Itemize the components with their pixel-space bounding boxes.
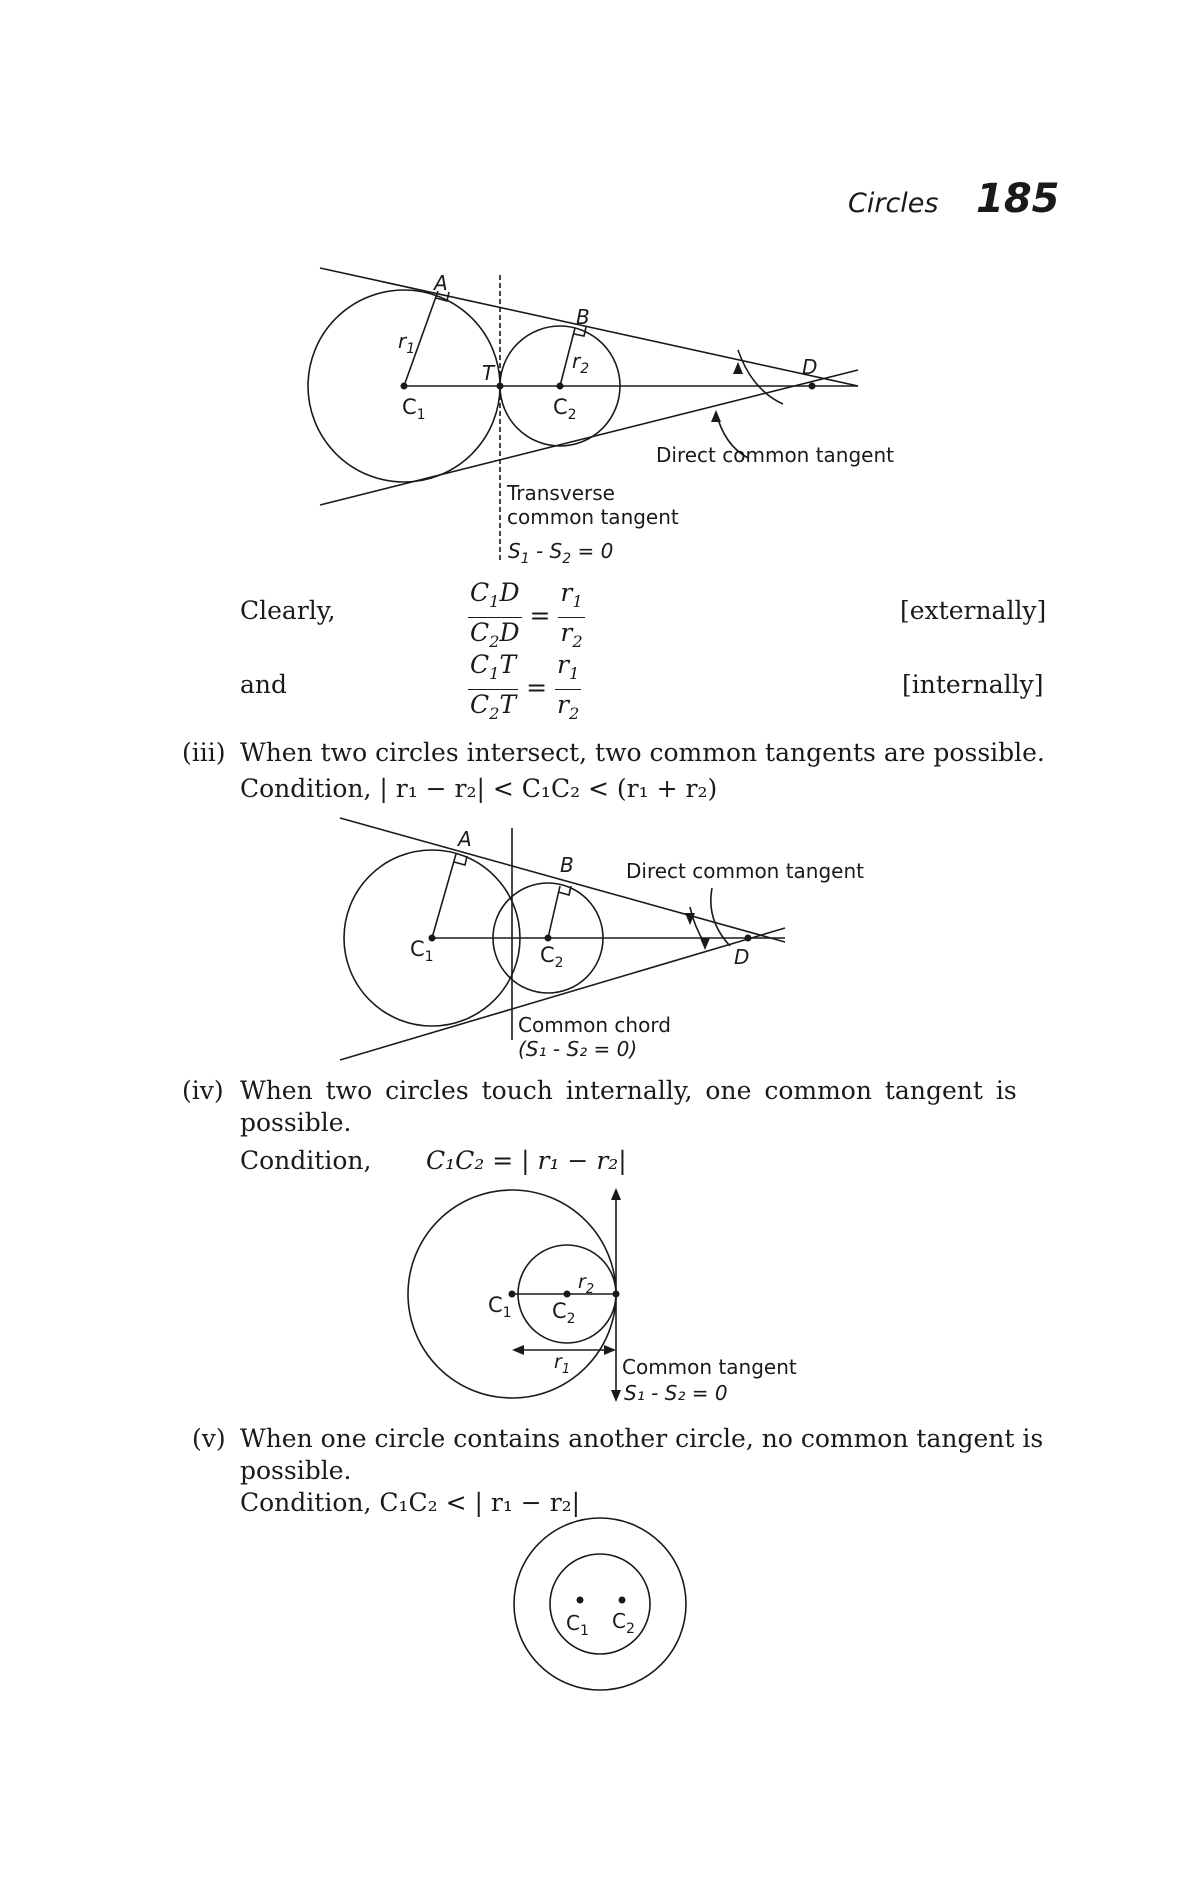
common-chord-equation: (S₁ - S₂ = 0) — [518, 1037, 638, 1061]
radius-c2 — [548, 886, 560, 938]
page-number: 185 — [976, 176, 1060, 222]
arrow-icon — [711, 410, 721, 422]
label-t: T — [482, 361, 495, 385]
item-iii-condition: Condition, | r₁ − r₂| < C₁C₂ < (r₁ + r₂) — [240, 774, 718, 803]
figure-internally-touching — [400, 1180, 820, 1410]
ratio-internally: $\frac{C_1T}{C_2T}$ = $\frac{r_1}{r_2}$ — [470, 650, 580, 723]
ratio-externally: $\frac{C_1D}{C_2D}$ = $\frac{r_1}{r_2}$ — [470, 578, 583, 651]
arrow-up-icon — [611, 1188, 621, 1200]
item-v-text-line2: possible. — [240, 1456, 352, 1485]
common-tangent-label: Common tangent — [622, 1355, 797, 1379]
label-c2: $C_2$ — [552, 1299, 576, 1327]
arrow-icon — [700, 938, 710, 950]
item-iii-text: When two circles intersect, two common tangents are possible. — [240, 738, 1045, 767]
common-chord-label: Common chord — [518, 1013, 671, 1037]
item-iii-marker: (iii) — [182, 738, 226, 767]
arrow-down-icon — [611, 1390, 621, 1402]
externally-tag: [externally] — [900, 596, 1047, 625]
label-c1: $C_1$ — [402, 395, 426, 423]
internally-tag: [internally] — [902, 670, 1044, 699]
radius-c1 — [432, 854, 456, 938]
common-tangent-equation: S₁ - S₂ = 0 — [624, 1381, 728, 1405]
label-c2: $C_2$ — [553, 395, 577, 423]
figure-contained-circles — [500, 1510, 700, 1700]
label-c1: $C_1$ — [488, 1293, 512, 1321]
item-v-text-line1: When one circle contains another circle, no common tangent is — [240, 1424, 1044, 1453]
and-label: and — [240, 670, 288, 699]
arrow-left-icon — [512, 1345, 524, 1355]
label-r2: $r_2$ — [572, 349, 590, 377]
clearly-label: Clearly, — [240, 596, 336, 625]
transverse-equation: $S_1 - S_2 = 0$ — [508, 539, 614, 567]
label-r1: $r_1$ — [398, 329, 416, 357]
label-b: B — [560, 853, 574, 877]
radius-r1 — [404, 291, 438, 386]
label-b: B — [576, 305, 590, 329]
item-iv-text-line1: When two circles touch internally, one common tangent is — [240, 1076, 1017, 1105]
arrow-icon — [733, 362, 743, 374]
transverse-label-line1: Transverse — [507, 481, 615, 505]
label-c2: $C_2$ — [612, 1609, 635, 1637]
label-r1: $r_1$ — [554, 1351, 571, 1377]
item-v-condition: Condition, C₁C₂ < | r₁ − r₂| — [240, 1488, 581, 1517]
right-angle-a — [454, 856, 467, 865]
arrow-right-icon — [604, 1345, 616, 1355]
label-c1: $C_1$ — [410, 937, 434, 965]
figure-external-tangents — [300, 260, 894, 570]
label-a: A — [434, 271, 448, 295]
label-a: A — [458, 827, 472, 851]
circle-inner — [550, 1554, 650, 1654]
direct-common-tangent-label: Direct common tangent — [656, 443, 894, 467]
label-c1: $C_1$ — [566, 1611, 589, 1639]
item-iv-condition-expr: C₁C₂ = | r₁ − r₂| — [426, 1146, 627, 1175]
circle-outer — [514, 1518, 686, 1690]
direct-common-tangent-label: Direct common tangent — [626, 859, 864, 883]
item-iv-text-line2: possible. — [240, 1108, 352, 1137]
angle-arc-inner — [738, 350, 783, 404]
label-d: D — [734, 945, 750, 969]
transverse-label-line2: common tangent — [507, 505, 679, 529]
label-c2: $C_2$ — [540, 943, 564, 971]
figure-intersecting-circles — [320, 810, 864, 1070]
item-v-marker: (v) — [192, 1424, 226, 1453]
item-iv-condition-label: Condition, — [240, 1146, 372, 1175]
running-header-title: Circles — [848, 188, 939, 219]
label-d: D — [802, 355, 818, 379]
item-iv-marker: (iv) — [182, 1076, 224, 1105]
label-r2: $r_2$ — [578, 1271, 595, 1297]
